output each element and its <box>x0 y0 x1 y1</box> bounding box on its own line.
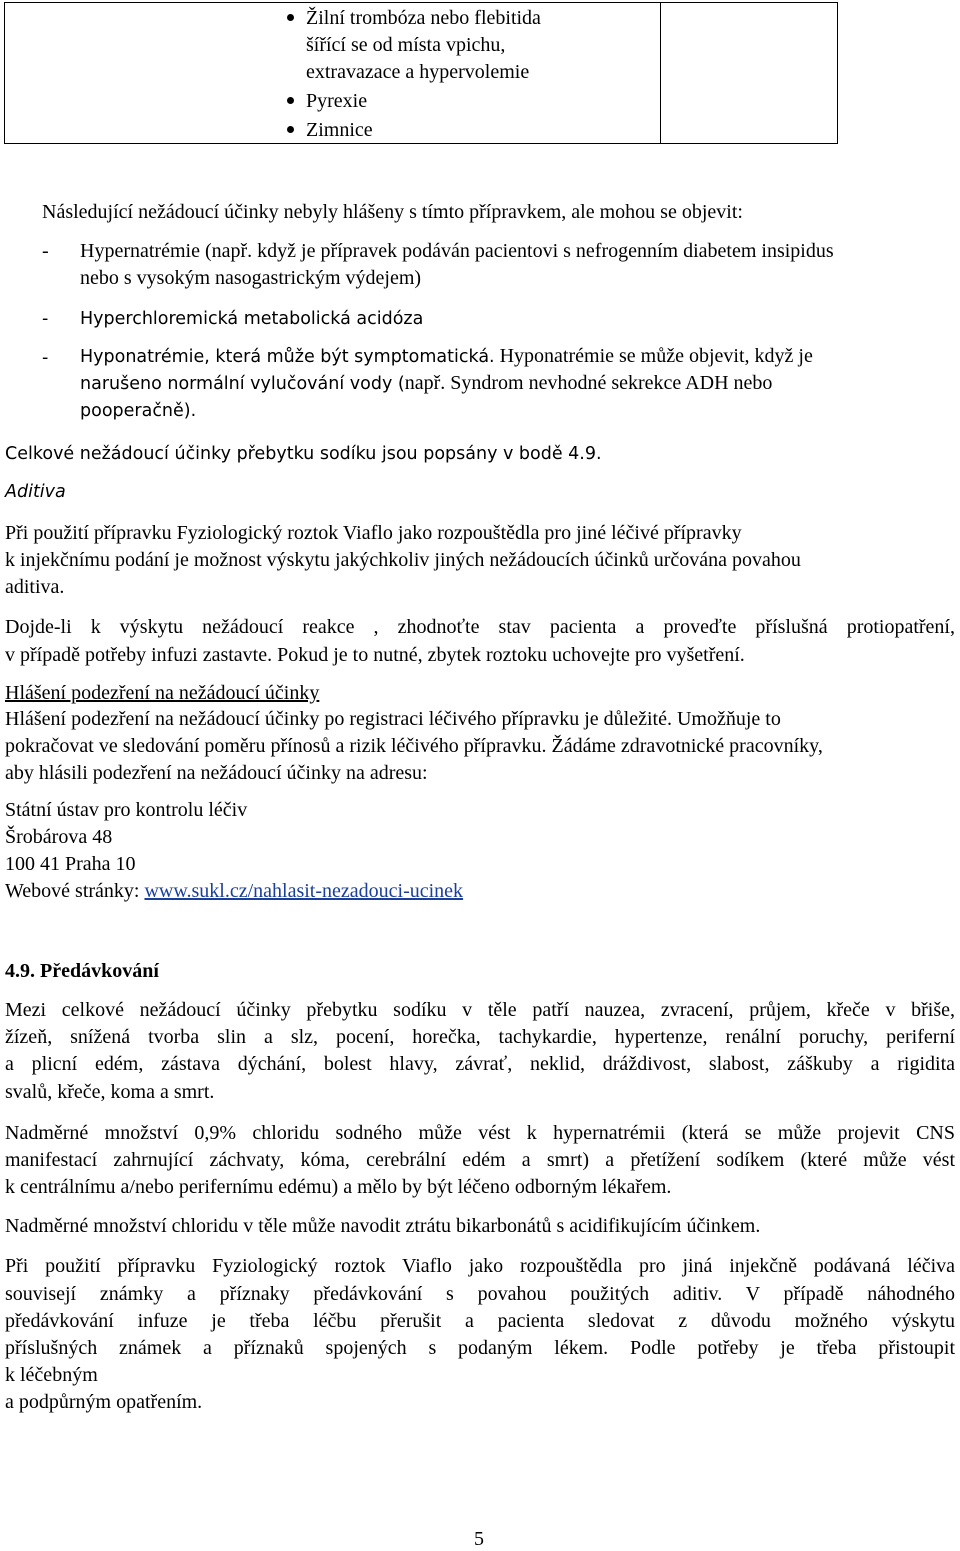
overdose-line: Mezi celkové nežádoucí účinky přebytku sodíku v těle patří nauzea, zvracení, průjem, křeče v břiše, <box>5 999 955 1021</box>
overdose-line: k centrálnímu a/nebo perifernímu edému) a mělo by být léčeno odborným lékařem. <box>5 1176 672 1198</box>
overdose-line: a podpůrným opatřením. <box>5 1391 203 1413</box>
dash-item-text: Hyponatrémie se může objevit, když je <box>494 345 813 367</box>
overdose-line: svalů, křeče, koma a smrt. <box>5 1081 215 1103</box>
overdose-line: souvisejí známky a příznaky předávkování s povahou použitých aditiv. V případě náhodného <box>5 1283 955 1305</box>
report-line: Hlášení podezření na nežádoucí účinky po registraci léčivého přípravku je důležité. Umožňuje to <box>5 708 781 730</box>
dash-item-line <box>80 345 813 368</box>
dash-item-line: Hypernatrémie (např. když je přípravek podáván pacientovi s nefrogenním diabetem insipidus <box>80 240 834 262</box>
dash-item-text: narušeno normální vylučování vody ( <box>80 374 405 394</box>
dash-item-line: nebo s vysokým nasogastrickým výdejem) <box>80 267 422 289</box>
dash-item-line: pooperačně). <box>80 401 197 421</box>
dash-item-text: Hyponatrémie, která může být symptomatická. <box>80 347 495 367</box>
dash-item-line <box>80 372 772 395</box>
address-line: 100 41 Praha 10 <box>5 853 136 875</box>
report-heading: Hlášení podezření na nežádoucí účinky <box>5 682 320 704</box>
bullet-icon <box>287 14 294 21</box>
address-line: Státní ústav pro kontrolu léčiv <box>5 799 248 821</box>
dash-item-text: např. Syndrom nevhodné sekrekce ADH nebo <box>404 372 773 394</box>
website-link[interactable]: www.sukl.cz/nahlasit-nezadouci-ucinek <box>144 880 464 902</box>
bullet-line: Žilní trombóza nebo flebitida <box>306 7 541 29</box>
overdose-line: manifestací zahrnující záchvaty, kóma, cerebrální edém a smrt) a přetížení sodíkem (které může vést <box>5 1149 955 1171</box>
dash-marker: - <box>42 348 49 368</box>
bullet-line: šířící se od místa vpichu, <box>306 34 506 56</box>
bullet-line: Pyrexie <box>306 90 368 112</box>
report-line: aby hlásili podezření na nežádoucí účinky na adresu: <box>5 762 428 784</box>
aditiva-line: aditiva. <box>5 576 65 598</box>
aditiva-line: k injekčnímu podání je možnost výskytu jakýchkoliv jiných nežádoucích účinků určována povahou <box>5 549 801 571</box>
section-number: 4.9. <box>5 960 35 982</box>
overdose-line: a plicní edém, zástava dýchání, bolest hlavy, závrať, neklid, dráždivost, slabost, záškuby a rigidita <box>5 1053 955 1075</box>
overdose-line: Při použití přípravku Fyziologický roztok Viaflo jako rozpouštědla pro jiná injekčně podávaná léčiva <box>5 1255 955 1277</box>
bullet-item <box>306 117 373 144</box>
bullet-line: Zimnice <box>306 119 373 141</box>
overdose-line: Nadměrné množství chloridu v těle může navodit ztrátu bikarbonátů s acidifikujícím účinkem. <box>5 1215 761 1237</box>
overdose-line: žízeň, snížená tvorba slin a slz, pocení, horečka, tachykardie, hypertenze, renální poruchy, periferní <box>5 1026 955 1048</box>
website-line <box>5 880 463 903</box>
page-number: 5 <box>474 1528 484 1550</box>
address-line: Šrobárova 48 <box>5 826 113 848</box>
section-title: Předávkování <box>40 960 159 982</box>
bullet-line: extravazace a hypervolemie <box>306 61 530 83</box>
dash-marker: - <box>42 240 49 262</box>
aditiva-heading: Aditiva <box>5 482 66 502</box>
overdose-line: k léčebným <box>5 1364 98 1386</box>
bullet-icon <box>287 97 294 104</box>
aditiva-line: Při použití přípravku Fyziologický roztok Viaflo jako rozpouštědla pro jiné léčivé přípravky <box>5 522 742 544</box>
table-column-divider <box>660 3 661 143</box>
bullet-item <box>306 5 541 86</box>
reaction-line: v případě potřeby infuzi zastavte. Pokud je to nutné, zbytek roztoku uchovejte pro vyšetření. <box>5 644 745 666</box>
intro-text: Následující nežádoucí účinky nebyly hlášeny s tímto přípravkem, ale mohou se objevit: <box>42 201 743 223</box>
bullet-item <box>306 88 367 115</box>
overdose-line: příslušných známek a příznaků spojených s podaným lékem. Podle potřeby je třeba přistoupit <box>5 1337 955 1359</box>
report-line: pokračovat ve sledování poměru přínosů a rizik léčivého přípravku. Žádáme zdravotnické pracovníky, <box>5 735 823 757</box>
overdose-line: předávkování infuze je třeba léčbu přerušit a pacienta sledovat z důvodu možného výskytu <box>5 1310 955 1332</box>
dash-item-line: Hyperchloremická metabolická acidóza <box>80 309 424 329</box>
dash-marker: - <box>42 309 49 329</box>
bullet-icon <box>287 126 294 133</box>
overall-text: Celkové nežádoucí účinky přebytku sodíku jsou popsány v bodě 4.9. <box>5 444 602 464</box>
website-label: Webové stránky: <box>5 880 145 902</box>
section-heading <box>5 960 159 983</box>
reaction-line: Dojde-li k výskytu nežádoucí reakce , zhodnoťte stav pacienta a proveďte příslušná protiopatření, <box>5 616 955 638</box>
overdose-line: Nadměrné množství 0,9% chloridu sodného může vést k hypernatrémii (která se může projevit CNS <box>5 1122 955 1144</box>
